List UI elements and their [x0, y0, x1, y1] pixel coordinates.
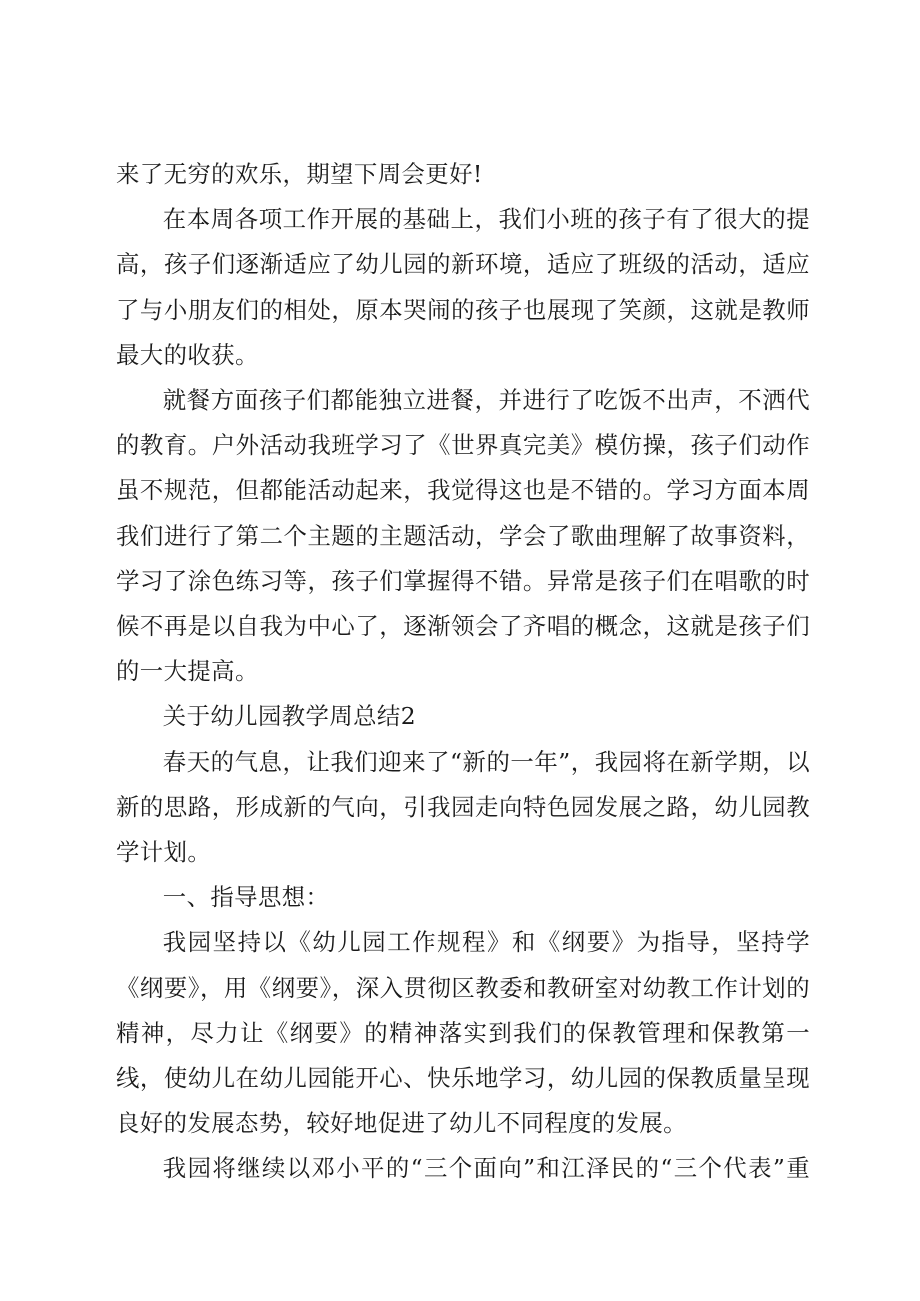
paragraph-spring-intro: 春天的气息，让我们迎来了“新的一年”，我园将在新学期，以新的思路，形成新的气向，引我园走向特色园发展之路，幼儿园教学计划。 — [116, 747, 810, 867]
section-heading-guiding-ideology: 一、指导思想： — [162, 883, 330, 912]
document-body — [116, 152, 810, 1192]
paragraph-guidelines: 我园坚持以《幼儿园工作规程》和《纲要》为指导，坚持学《纲要》，用《纲要》，深入贯彻区教委和教研室对幼教工作计划的精神，尽力让《纲要》的精神落实到我们的保教管理和保教第一线，使幼儿在幼儿园能开心、快乐地学习，幼儿园的保教质量呈现良好的发展态势，较好地促进了幼儿不同程度的发展。 — [116, 928, 810, 1138]
paragraph-dining-activities: 就餐方面孩子们都能独立进餐，并进行了吃饭不出声，不洒代的教育。户外活动我班学习了《世界真完美》模仿操，孩子们动作虽不规范，但都能活动起来，我觉得这也是不错的。学习方面本周我们进行了第二个主题的主题活动，学会了歌曲理解了故事资料，学习了涂色练习等，孩子们掌握得不错。异常是孩子们在唱歌的时候不再是以自我为中心了，逐渐领会了齐唱的概念，这就是孩子们的一大提高。 — [116, 386, 810, 686]
paragraph-weekly-progress: 在本周各项工作开展的基础上，我们小班的孩子有了很大的提高，孩子们逐渐适应了幼儿园的新环境，适应了班级的活动，适应了与小朋友们的相处，原本哭闹的孩子也展现了笑颜，这就是教师最大的收获。 — [116, 205, 810, 369]
paragraph-continuing-principles: 我园将继续以邓小平的“三个面向”和江泽民的“三个代表”重 — [162, 1154, 810, 1183]
paragraph-continuation: 来了无穷的欢乐，期望下周会更好! — [116, 160, 483, 188]
section-heading-summary-2: 关于幼儿园教学周总结2 — [162, 702, 416, 731]
